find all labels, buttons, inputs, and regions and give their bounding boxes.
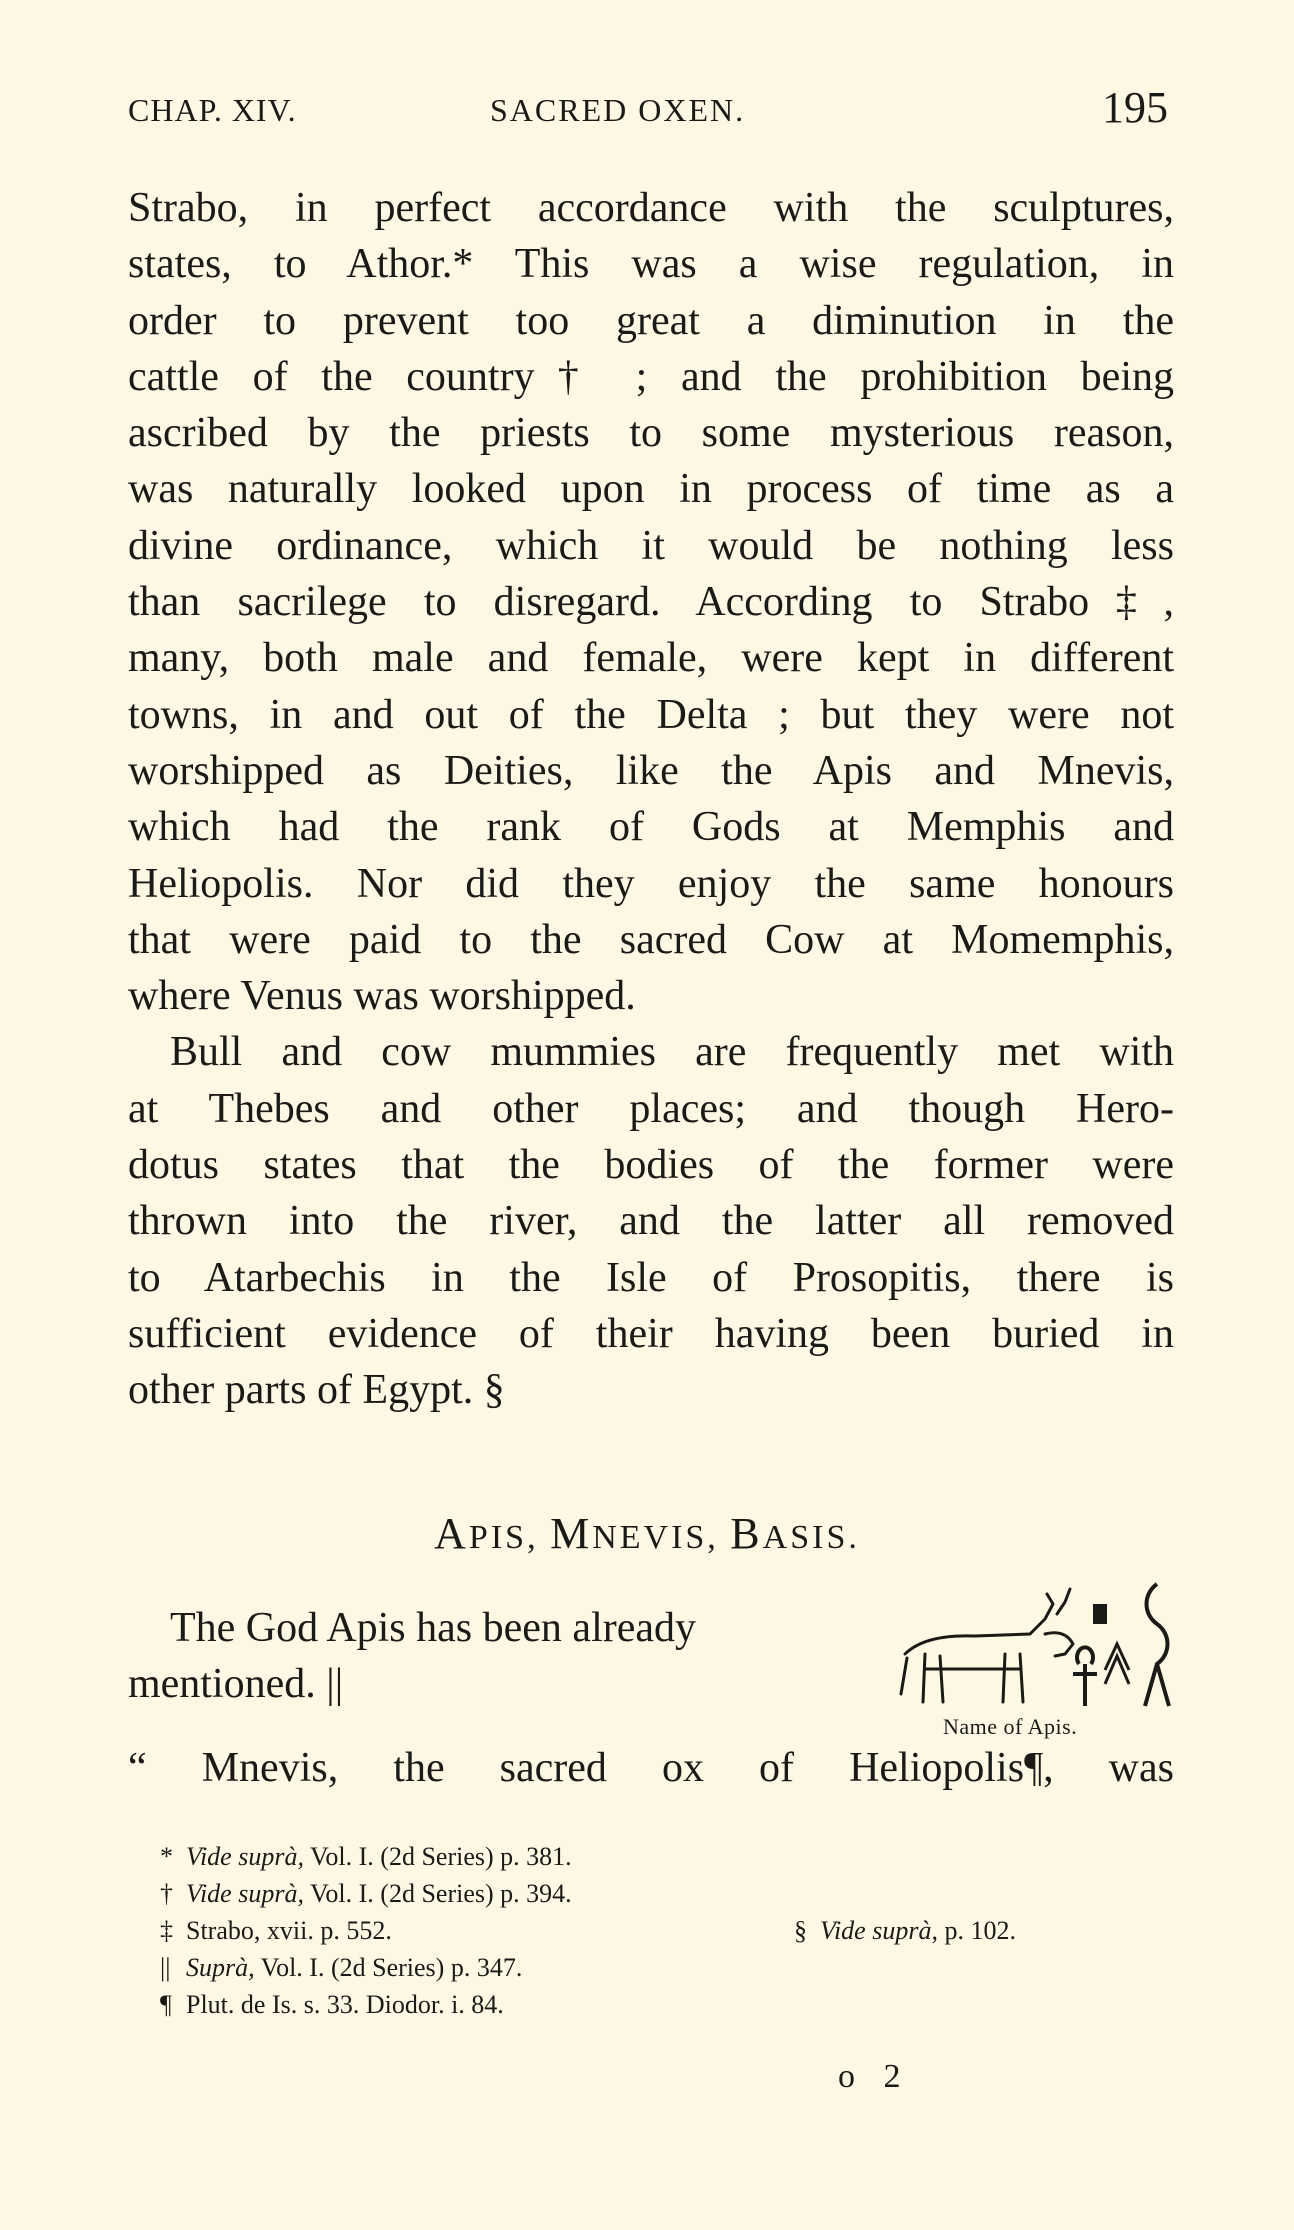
signature-mark: o 2 xyxy=(838,2058,911,2095)
footnote-text: Plut. de Is. s. 33. Diodor. i. 84. xyxy=(186,1990,504,2019)
footnotes xyxy=(160,1838,1100,2023)
text-line: that were paid to the sacred Cow at Momemphis, xyxy=(128,916,1174,963)
body-text xyxy=(128,180,1174,1419)
running-title: SACRED OXEN. xyxy=(490,92,746,128)
footnote xyxy=(794,1912,1016,1949)
bull-horn xyxy=(1057,1589,1070,1614)
footnote xyxy=(160,1986,1100,2023)
text-line: was naturally looked upon in process of time as a xyxy=(128,466,1174,513)
chapter-label: CHAP. XIV. xyxy=(128,92,297,128)
figure-caption: Name of Apis. xyxy=(943,1714,1078,1739)
apis-hieroglyph-figure xyxy=(895,1574,1180,1708)
running-header xyxy=(128,82,1168,142)
heading-initial: B xyxy=(730,1509,763,1558)
bull-head xyxy=(1045,1633,1073,1656)
rope-figure-sign xyxy=(1145,1584,1169,1706)
heading-initial: M xyxy=(550,1509,593,1558)
text-line: states, to Athor.* This was a wise regulation, in xyxy=(128,241,1174,288)
footnote-mark: ¶ xyxy=(160,1990,172,2019)
text-line: thrown into the river, and the latter all removed xyxy=(128,1198,1174,1245)
bull-tail xyxy=(901,1658,907,1694)
footnote-italic: Vide suprà, xyxy=(820,1916,938,1945)
footnote xyxy=(160,1838,1100,1875)
footnote-italic: Suprà, xyxy=(186,1953,255,1982)
text-line: to Atarbechis in the Isle of Prosopitis, there is xyxy=(128,1254,1174,1301)
bull-horn xyxy=(1030,1594,1053,1634)
text-line: many, both male and female, were kept in different xyxy=(128,635,1174,682)
footnote-italic: Vide suprà, xyxy=(186,1842,304,1871)
heading-initial: A xyxy=(434,1509,469,1558)
footnote-text: Vol. I. (2d Series) p. 347. xyxy=(254,1953,523,1982)
footnote-mark: § xyxy=(794,1916,807,1945)
text-line: divine ordinance, which it would be nothing less xyxy=(128,522,1174,569)
text-line: where Venus was worshipped. xyxy=(128,973,636,1020)
apis-paragraph xyxy=(128,1600,868,1712)
footnote xyxy=(160,1912,1100,1949)
footnote-mark: ‡ xyxy=(160,1916,173,1945)
text-line: than sacrilege to disregard. According to Strabo‡, xyxy=(128,579,1174,626)
bull-back-line xyxy=(905,1634,1030,1654)
double-chevron-sign xyxy=(1105,1644,1129,1684)
bull-leg xyxy=(940,1656,943,1702)
footnote-text: p. 102. xyxy=(937,1916,1016,1945)
heading-smallcaps: NEVIS, xyxy=(592,1519,731,1556)
text-line: mentioned. || xyxy=(128,1661,344,1707)
text-line: towns, in and out of the Delta ; but they were not xyxy=(128,691,1174,738)
text-line: sufficient evidence of their having been buried in xyxy=(128,1310,1174,1357)
text-line: The God Apis has been already xyxy=(170,1605,697,1651)
text-line: cattle of the country† ; and the prohibition being xyxy=(128,353,1174,400)
footnote-mark: * xyxy=(160,1842,173,1871)
page-number: 195 xyxy=(1102,83,1168,132)
bull-leg xyxy=(923,1654,925,1702)
ankh-sign xyxy=(1073,1647,1097,1706)
footnote-mark: || xyxy=(160,1953,171,1982)
mnevis-paragraph xyxy=(128,1740,1174,1796)
text-line: order to prevent too great a diminution in the xyxy=(128,297,1174,344)
heading-smallcaps: ASIS. xyxy=(762,1519,860,1556)
footnote-text: Strabo, xvii. p. 552. xyxy=(186,1916,392,1945)
text-line: at Thebes and other places; and though Hero- xyxy=(128,1085,1174,1132)
text-line: which had the rank of Gods at Memphis and xyxy=(128,804,1174,851)
text-line: dotus states that the bodies of the former were xyxy=(128,1142,1174,1189)
footnote-mark: † xyxy=(160,1879,173,1908)
footnote xyxy=(160,1875,1100,1912)
text-line: Strabo, in perfect accordance with the sculptures, xyxy=(128,185,1174,231)
footnote xyxy=(160,1949,1100,1986)
text-line: “ Mnevis, the sacred ox of Heliopolis¶, was xyxy=(128,1745,1174,1791)
hieroglyph-signs xyxy=(1073,1584,1169,1706)
bull-leg xyxy=(1020,1654,1023,1702)
text-line: ascribed by the priests to some mysterious reason, xyxy=(128,410,1174,457)
square-sign xyxy=(1093,1604,1107,1624)
heading-smallcaps: PIS, xyxy=(468,1519,551,1556)
footnote-italic: Vide suprà, xyxy=(186,1879,304,1908)
footnote-text: Vol. I. (2d Series) p. 381. xyxy=(303,1842,572,1871)
text-line: Bull and cow mummies are frequently met with xyxy=(170,1029,1174,1076)
bull-leg xyxy=(1003,1654,1005,1702)
section-heading xyxy=(0,1508,1294,1559)
text-line: Heliopolis. Nor did they enjoy the same honours xyxy=(128,860,1174,907)
footnote-text: Vol. I. (2d Series) p. 394. xyxy=(303,1879,572,1908)
text-line: worshipped as Deities, like the Apis and Mnevis, xyxy=(128,747,1174,794)
text-line: other parts of Egypt. § xyxy=(128,1367,505,1414)
